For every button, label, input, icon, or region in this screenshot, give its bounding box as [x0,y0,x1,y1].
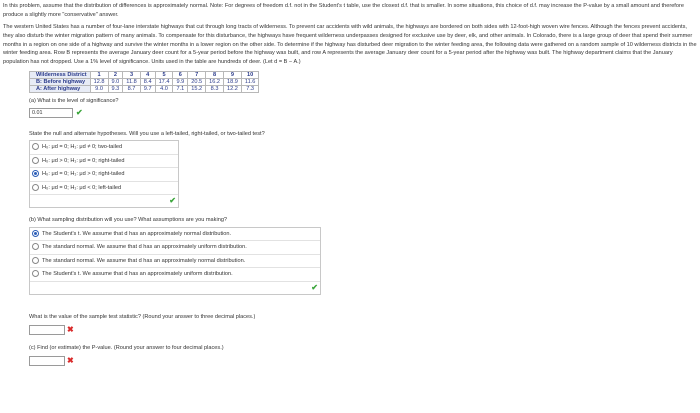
problem-text: The western United States has a number of four-lane interstate highways that cut through long tracts of wilderness. To prevent car accidents with wild animals, the highways are bordered on both sides with 12-foot-high woven wire fences. Although the fences prevent accidents, they also disturb the winter migration pattern of many animals. To compensate for this disturbance, the highways have frequent wilderness underpasses designed for exclusive use by deer, elk, and other animals. In Colorado, there is a large group of deer that spend their summer months in a region on one side of a highway and survive the winter months in a lower region on the other side. To determine if the highway has disturbed deer migration to the winter feeding area, the following data were gathered on a random sample of 10 wilderness districts in the winter feeding area. Row B represents the average January deer count for a 5-year period before the highway was built, and row A represents the average January deer count for a 5-year period after the highway was built. The highway department claims that the January population has not dropped. Use a 1% level of significance. Units used in the table are hundreds of deer. (Let d = B − A.) [3,24,697,65]
hypothesis-option-label: H₀: μd > 0; H₁: μd = 0; right-tailed [42,157,125,164]
row-b-cell: 11.6 [241,78,258,85]
radio-icon[interactable] [32,243,39,250]
p-value-input[interactable] [29,356,65,366]
hypothesis-option[interactable] [30,141,178,155]
intro-text: In this problem, assume that the distribution of differences is approximately normal. Note: For degrees of freedom d.f. not in the Student's t table, use the closest d.f. that is smaller. In some situations, this choice of d.f. may increase the P-value by a small amount and therefore produce a slightly more "conservative" answer. [3,3,684,18]
part-c-question: (c) Find (or estimate) the P-value. (Round your answer to four decimal places.) [29,345,224,351]
row-a-cell: 9.0 [90,85,108,92]
distribution-option-selected[interactable] [30,228,320,242]
significance-input[interactable]: 0.01 [29,108,73,118]
row-a-cell: 9.3 [108,85,123,92]
data-table [29,71,259,93]
row-b-label: B: Before highway [30,78,91,85]
test-statistic-answer-row [29,324,697,336]
distribution-option[interactable] [30,241,320,255]
row-b-cell: 9.9 [173,78,188,85]
radio-selected-icon[interactable] [32,170,39,177]
radio-icon[interactable] [32,157,39,164]
hypothesis-option[interactable] [30,182,178,196]
hypothesis-option-label: H₀: μd = 0; H₁: μd ≠ 0; two-tailed [42,144,123,151]
check-icon: ✔ [311,282,318,292]
row-b-cell: 18.9 [224,78,242,85]
radio-selected-icon[interactable] [32,230,39,237]
distribution-option[interactable] [30,255,320,269]
table-row [30,71,259,78]
district-cell: 3 [123,71,140,78]
row-b-cell: 12.8 [90,78,108,85]
distribution-option-label: The Student's t. We assume that d has an approximately uniform distribution. [42,271,233,278]
row-b-cell: 11.8 [123,78,140,85]
row-b-cell: 17.4 [155,78,173,85]
district-cell: 10 [241,71,258,78]
radio-icon[interactable] [32,184,39,191]
hypotheses-options [29,140,179,208]
part-b-question: (b) What sampling distribution will you use? What assumptions are you making? [29,217,228,224]
distribution-option[interactable] [30,268,320,282]
radio-icon[interactable] [32,270,39,277]
row-b-cell: 20.5 [188,78,206,85]
table-row [30,85,259,92]
distribution-option-label: The standard normal. We assume that d has an approximately uniform distribution. [42,244,247,251]
row-b-cell: 9.0 [108,78,123,85]
check-icon: ✔ [76,108,83,118]
row-b-cell: 8.4 [140,78,155,85]
row-a-cell: 12.2 [224,85,242,92]
part-a-question: (a) What is the level of significance? [29,97,119,104]
test-statistic-input[interactable] [29,325,65,335]
row-a-cell: 7.1 [173,85,188,92]
radio-icon[interactable] [32,143,39,150]
distribution-option-label: The standard normal. We assume that d has an approximately normal distribution. [42,257,246,264]
district-cell: 1 [90,71,108,78]
district-cell: 7 [188,71,206,78]
x-icon: ✖ [67,324,74,334]
district-cell: 5 [155,71,173,78]
district-cell: 9 [224,71,242,78]
row-a-cell: 4.0 [155,85,173,92]
district-cell: 8 [206,71,224,78]
x-icon: ✖ [67,355,74,365]
p-value-answer-row [29,355,697,367]
hypothesis-option-selected[interactable] [30,168,178,182]
row-b-cell: 16.2 [206,78,224,85]
row-a-cell: 7.3 [241,85,258,92]
hypothesis-option[interactable] [30,155,178,169]
distribution-option-label: The Student's t. We assume that d has an approximately normal distribution. [42,230,232,237]
district-cell: 4 [140,71,155,78]
hypothesis-option-label: H₀: μd = 0; H₁: μd > 0; right-tailed [42,171,125,178]
district-cell: 6 [173,71,188,78]
row-a-cell: 8.7 [123,85,140,92]
row-a-cell: 8.3 [206,85,224,92]
part-a-answer-row [29,107,697,119]
table-header-label: Wilderness District [30,71,91,78]
row-a-cell: 15.2 [188,85,206,92]
hypothesis-option-label: H₀: μd = 0; H₁: μd < 0; left-tailed [42,184,122,191]
check-icon: ✔ [169,195,176,205]
distribution-options [29,227,321,295]
hypotheses-question: State the null and alternate hypotheses. Will you use a left-tailed, right-tailed, or two-tailed test? [29,130,265,137]
row-a-label: A: After highway [30,85,91,92]
district-cell: 2 [108,71,123,78]
test-statistic-question: What is the value of the sample test statistic? (Round your answer to three decimal places.) [29,313,256,320]
table-row [30,78,259,85]
row-a-cell: 9.7 [140,85,155,92]
radio-icon[interactable] [32,257,39,264]
